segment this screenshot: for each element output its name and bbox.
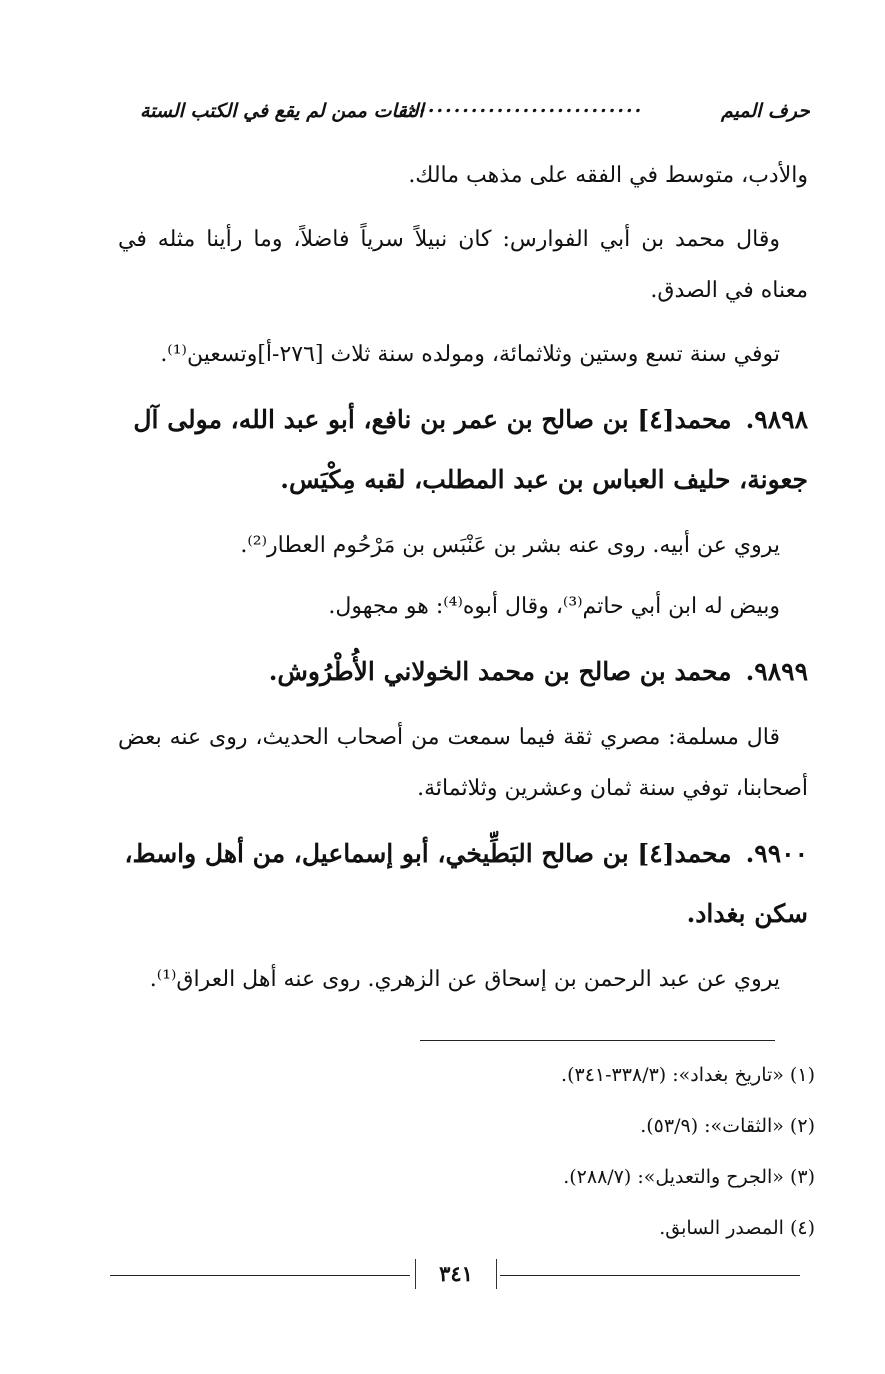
entry-text: يروي عن عبد الرحمن بن إسحاق عن الزهري. روى عنه أهل العراق⁽¹⁾. xyxy=(149,967,780,992)
footnotes xyxy=(300,1050,815,1254)
entry-number: ٩٨٩٨. xyxy=(745,405,808,434)
footnote: (١) «تاريخ بغداد»: (٣٣٨/٣-٣٤١). xyxy=(561,1064,815,1086)
paragraph-quote: وقال محمد بن أبي الفوارس: كان نبيلاً سرياً فاضلاً، وما رأينا مثله في معناه في الصدق. xyxy=(118,227,808,303)
header-leader-dots: ............................ xyxy=(402,95,644,117)
footnote-separator xyxy=(420,1040,775,1041)
entry-text: قال مسلمة: مصري ثقة فيما سمعت من أصحاب الحديث، روى عنه بعض أصحابنا، توفي سنة ثمان وعشرين وثلاثمائة. xyxy=(118,725,808,801)
entry-title: محمد بن صالح بن محمد الخولاني الأُطْرُوش. xyxy=(268,657,732,686)
footnote: (٣) «الجرح والتعديل»: (٢٨٨/٧). xyxy=(563,1166,815,1188)
entry-text: يروي عن أبيه. روى عنه بشر بن عَنْبَس بن مَرْحُوم العطار⁽²⁾. xyxy=(240,533,780,558)
entry-number: ٩٩٠٠. xyxy=(745,839,808,868)
header-book-title: الثقات ممن لم يقع في الكتب الستة xyxy=(140,100,424,122)
entry-text: وبيض له ابن أبي حاتم⁽³⁾، وقال أبوه⁽⁴⁾: هو مجهول. xyxy=(328,594,780,619)
entry-title: محمد[٤] بن صالح بن عمر بن نافع، أبو عبد الله، مولى آل جعونة، حليف العباس بن عبد المطلب، لقبه مِكْيَس. xyxy=(133,405,808,494)
paragraph-death-date: توفي سنة تسع وستين وثلاثمائة، ومولده سنة ثلاث [٢٧٦-أ]وتسعين⁽¹⁾. xyxy=(160,342,780,367)
page-number: ٣٤١ xyxy=(415,1259,497,1289)
footnote: (٤) المصدر السابق. xyxy=(659,1217,815,1239)
entry-heading xyxy=(118,824,808,944)
main-text xyxy=(118,150,808,1005)
footer-rule-right xyxy=(500,1275,800,1276)
footer-rule-left xyxy=(110,1275,410,1276)
entry-number: ٩٨٩٩. xyxy=(745,657,808,686)
header-chapter-title: حرف الميم xyxy=(721,100,810,122)
running-header xyxy=(110,92,810,132)
paragraph-continuation: والأدب، متوسط في الفقه على مذهب مالك. xyxy=(408,163,808,188)
entry-heading xyxy=(118,642,808,702)
entry-title: محمد[٤] بن صالح البَطِّيخي، أبو إسماعيل، من أهل واسط، سكن بغداد. xyxy=(124,839,808,928)
page-footer xyxy=(110,1257,800,1297)
footnote: (٢) «الثقات»: (٥٣/٩). xyxy=(640,1115,815,1137)
entry-heading xyxy=(118,390,808,510)
